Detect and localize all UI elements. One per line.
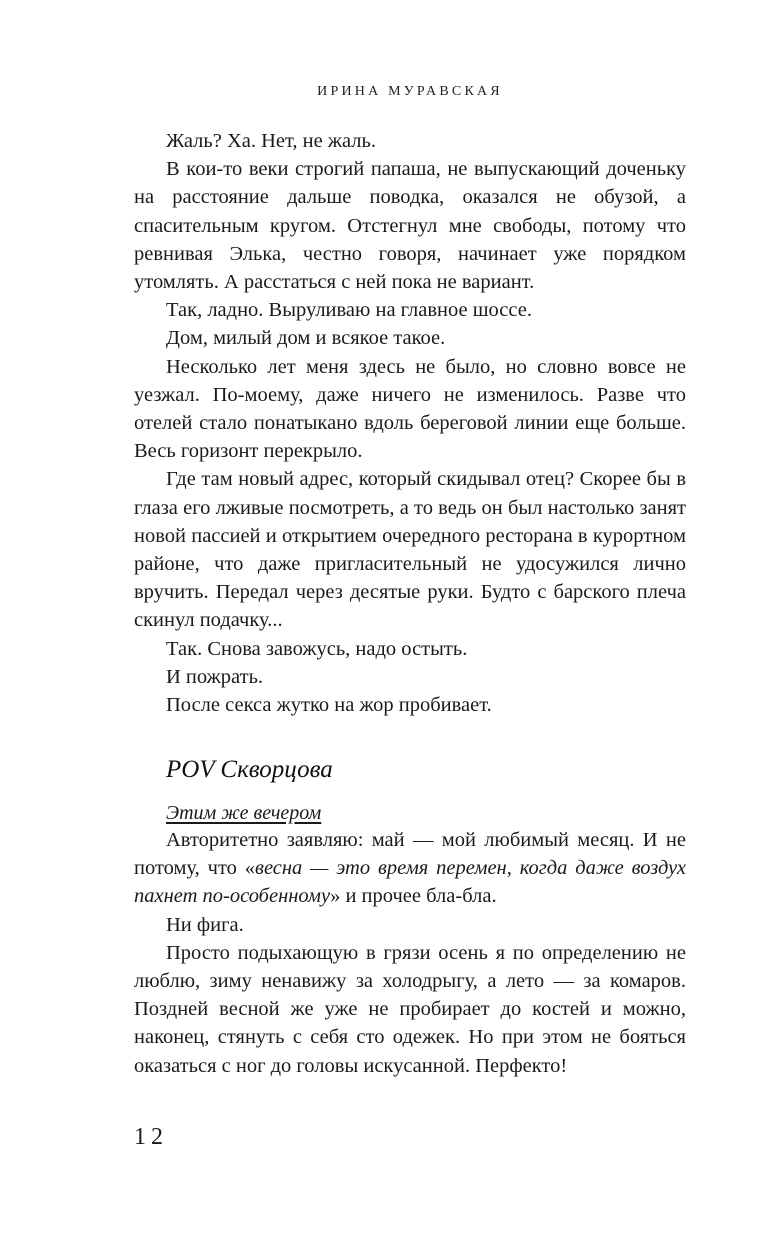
section-one-text [134, 127, 686, 719]
running-head: ИРИНА МУРАВСКАЯ [317, 84, 503, 99]
paragraph: Жаль? Ха. Нет, не жаль. [166, 130, 377, 152]
paragraph [134, 826, 686, 911]
chapter-subheading: Этим же вечером [166, 802, 322, 824]
paragraph: Просто подыхающую в грязи осень я по определению не люблю, зиму ненавижу за холодрыгу, а лето — за комаров. Поздней весной же уже не пробирает до костей и можно, наконец, стянуть с себя сто одежек. Но при этом не бояться оказаться с ног до головы искусанной. Перфекто! [134, 941, 686, 1077]
paragraph: После секса жутко на жор пробивает. [166, 694, 492, 717]
paragraph: Ни фига. [166, 913, 244, 936]
paragraph: Несколько лет меня здесь не было, но словно вовсе не уезжал. По-моему, даже ничего не изменилось. Разве что отелей стало понатыкано вдоль береговой линии еще больше. Весь горизонт перекрыло. [134, 355, 686, 463]
paragraph-text: Авторитетно заявляю: май — мой любимый месяц. И не потому, что « [134, 829, 686, 880]
paragraph: Где там новый адрес, который скидывал отец? Скорее бы в глаза его лживые посмотреть, а то ведь он был настолько занят новой пассией и открытием очередного ресторана в курортном районе, что даже пригласительный не удосужился лично вручить. Передал через десятые руки. Будто с барского плеча скинул подачку... [134, 468, 686, 632]
section-two-text [134, 826, 686, 1080]
paragraph-text: » и прочее бла-бла. [330, 885, 497, 908]
paragraph: Так. Снова завожусь, надо остыть. [166, 637, 468, 660]
chapter-title: POV Скворцова [166, 756, 333, 783]
paragraph: В кои-то веки строгий папаша, не выпускающий доченьку на расстояние дальше поводка, оказался не обузой, а спасительным кругом. Отстегнул мне свободы, потому что ревнивая Элька, честно говоря, начинает уже порядком утомлять. А расстаться с ней пока не вариант. [134, 158, 686, 294]
paragraph: Дом, милый дом и всякое такое. [166, 327, 446, 350]
book-page [134, 0, 686, 1240]
paragraph: Так, ладно. Выруливаю на главное шоссе. [166, 299, 532, 322]
quoted-phrase: весна — это время перемен, когда даже воздух пахнет по-особенному [134, 857, 687, 908]
paragraph: И пожрать. [166, 665, 264, 688]
page-number: 12 [134, 1124, 168, 1150]
